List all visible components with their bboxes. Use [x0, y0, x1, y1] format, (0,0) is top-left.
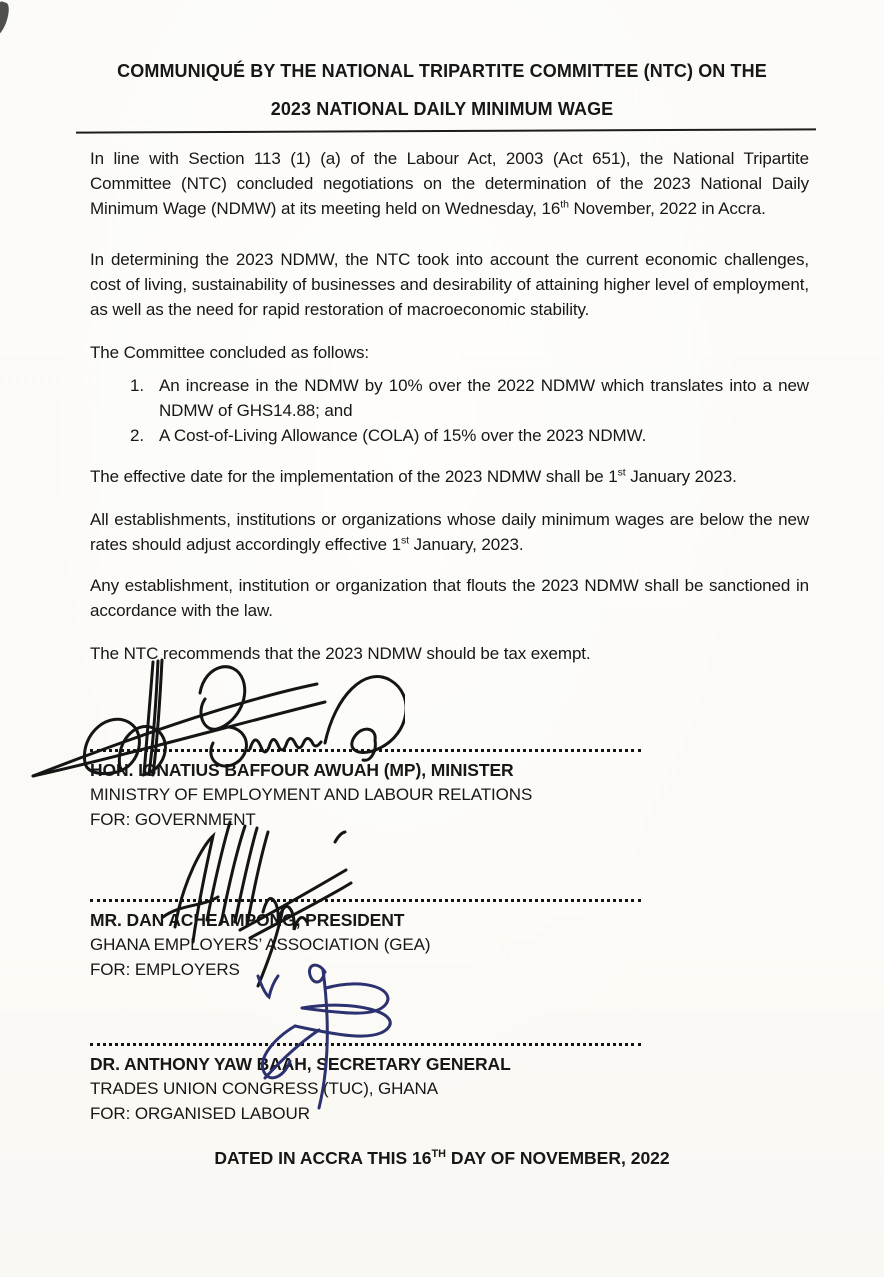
adjustment-post: January, 2023. — [409, 535, 524, 554]
paragraph-conclusion-intro: The Committee concluded as follows: — [90, 343, 370, 362]
adjustment-pre: All establishments, institutions or organizations whose daily minimum wages are below the new rates should adjust accordingly effective 1 — [90, 510, 809, 554]
signatory-representing: FOR: GOVERNMENT — [90, 810, 256, 829]
list-item — [130, 373, 809, 423]
list-item-number: 2. — [130, 426, 144, 445]
paragraph-tax-exempt: The NTC recommends that the 2023 NDMW should be tax exempt. — [90, 644, 591, 663]
superscript-st: st — [617, 466, 626, 479]
signatory-block-employers — [90, 898, 809, 980]
conclusions-list — [90, 373, 809, 448]
list-item-text: An increase in the NDMW by 10% over the 2022 NDMW which translates into a new NDMW of GHS14.88; and — [159, 376, 809, 420]
list-item-text: A Cost-of-Living Allowance (COLA) of 15% over the 2023 NDMW. — [159, 426, 647, 445]
signatory-block-organised-labour — [90, 1042, 809, 1124]
title-underline-rule — [76, 128, 816, 133]
effective-date-post: January 2023. — [625, 467, 737, 486]
superscript-th: th — [560, 198, 569, 211]
paragraph-adjustment — [90, 507, 809, 557]
signature-dotted-line — [90, 898, 641, 902]
dated-pre: DATED IN ACCRA THIS 16 — [214, 1148, 432, 1168]
signatory-organization: MINISTRY OF EMPLOYMENT AND LABOUR RELATIONS — [90, 785, 533, 804]
signature-dotted-line — [90, 1042, 641, 1046]
signatory-name: DR. ANTHONY YAW BAAH, SECRETARY GENERAL — [90, 1054, 511, 1074]
signatory-representing: FOR: EMPLOYERS — [90, 960, 240, 979]
signatory-block-government — [90, 748, 809, 830]
signatory-name: HON. IGNATIUS BAFFOUR AWUAH (MP), MINISTER — [90, 760, 514, 780]
superscript-st: st — [401, 534, 410, 547]
title-line-2: 2023 NATIONAL DAILY MINIMUM WAGE — [270, 99, 614, 119]
list-item — [130, 423, 809, 448]
dated-post: DAY OF NOVEMBER, 2022 — [445, 1148, 670, 1168]
paragraph-sanction: Any establishment, institution or organization that flouts the 2023 NDMW shall be sanctioned in accordance with the law. — [90, 576, 809, 620]
paragraph-intro — [90, 146, 809, 221]
signatory-organization: GHANA EMPLOYERS’ ASSOCIATION (GEA) — [90, 935, 431, 954]
list-item-number: 1. — [130, 376, 144, 395]
paragraph-intro-post: November, 2022 in Accra. — [568, 199, 766, 218]
body-text-column — [90, 146, 809, 666]
paragraph-considerations: In determining the 2023 NDMW, the NTC took into account the current economic challenges, cost of living, sustainability of businesses and desirability of attaining higher level of employment, as well as the need for rapid restoration of macroeconomic stability. — [90, 250, 809, 319]
effective-date-pre: The effective date for the implementation of the 2023 NDMW shall be 1 — [90, 467, 618, 486]
signatory-representing: FOR: ORGANISED LABOUR — [90, 1104, 310, 1123]
superscript-th: TH — [431, 1148, 446, 1161]
signature-dotted-line — [90, 748, 641, 752]
signatory-organization: TRADES UNION CONGRESS (TUC), GHANA — [90, 1079, 438, 1098]
scan-artifact-corner — [0, 1, 12, 37]
document-title — [0, 60, 884, 120]
dated-line — [0, 1148, 884, 1169]
signatory-name: MR. DAN ACHEAMPONG, PRESIDENT — [90, 910, 405, 930]
title-line-1: COMMUNIQUÉ BY THE NATIONAL TRIPARTITE COMMITTEE (NTC) ON THE — [117, 61, 767, 81]
paragraph-intro-pre: In line with Section 113 (1) (a) of the Labour Act, 2003 (Act 651), the National Tripartite Committee (NTC) concluded negotiations on the determination of the 2023 National Daily Minimum Wage (NDMW) at its meeting held on Wednesday, 16 — [90, 149, 809, 218]
paragraph-effective-date — [90, 464, 809, 489]
